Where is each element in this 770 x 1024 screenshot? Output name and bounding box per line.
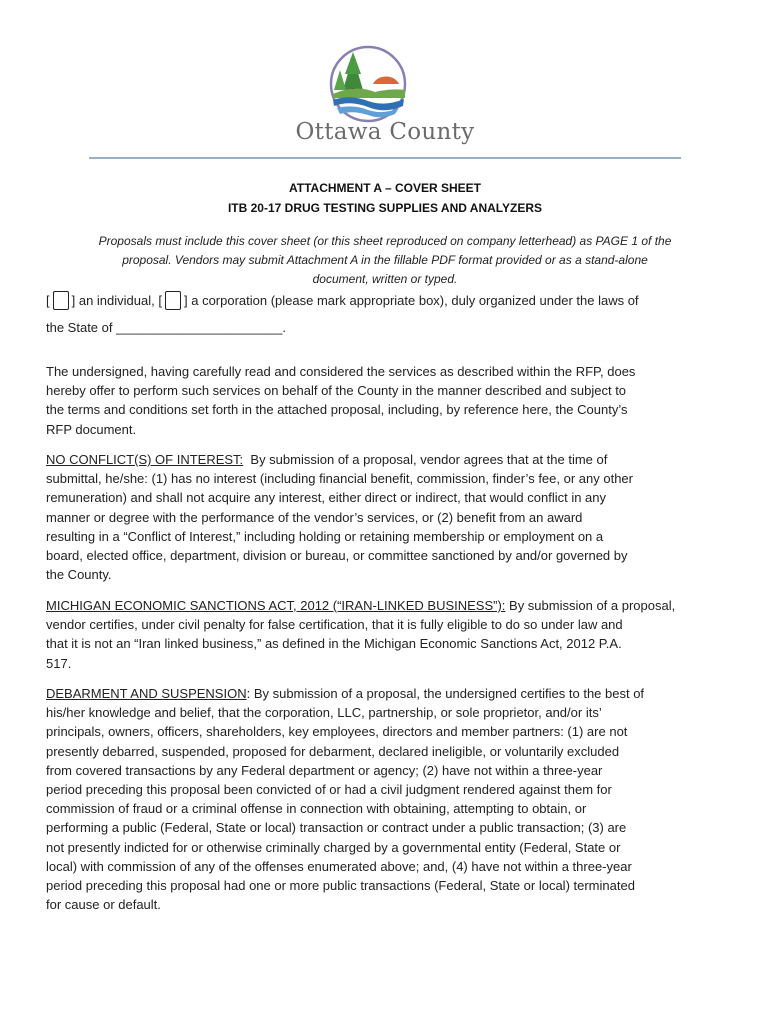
instructions	[55, 232, 715, 289]
paragraph-line: period preceding this proposal been convicted of or had a civil judgment rendered against them for	[46, 782, 612, 798]
bracket-open: [	[46, 293, 50, 308]
paragraph-line: for cause or default.	[46, 897, 161, 913]
paragraph-line	[46, 450, 736, 469]
bracket-open: [	[158, 293, 162, 308]
document-subtitle: ITB 20-17 DRUG TESTING SUPPLIES AND ANALYZERS	[227, 201, 543, 215]
paragraph-line: the County.	[46, 567, 112, 583]
conflict-of-interest-paragraph	[46, 450, 736, 584]
paragraph-text: : By submission of a proposal, the undersigned certifies to the best of	[246, 686, 645, 701]
paragraph-line	[46, 684, 736, 703]
sanctions-heading: MICHIGAN ECONOMIC SANCTIONS ACT, 2012 (“IRAN-LINKED BUSINESS”):	[46, 598, 506, 613]
instructions-line: proposal. Vendors may submit Attachment A in the fillable PDF format provided or as a stand-alone	[122, 253, 648, 267]
paragraph-line: not presently indicted for or otherwise criminally charged by a governmental entity (Federal, State or	[46, 839, 621, 855]
state-field-line: the State of _______________________.	[46, 320, 287, 335]
paragraph-line: commission of fraud or a criminal offense in connection with obtaining, attempting to obtain, or	[46, 801, 587, 817]
document-title: ATTACHMENT A – COVER SHEET	[288, 181, 481, 195]
paragraph-line: that it is not an “Iran linked business,” as defined in the Michigan Economic Sanctions Act, 2012 P.A.	[46, 636, 622, 652]
individual-checkbox[interactable]	[53, 291, 69, 310]
paragraph-line: presently debarred, suspended, proposed for debarment, declared ineligible, or voluntarily excluded	[46, 743, 620, 759]
instructions-line: document, written or typed.	[312, 272, 458, 286]
paragraph-line: the terms and conditions set forth in the attached proposal, including, by reference here, the County’s	[46, 402, 628, 418]
paragraph-line: period preceding this proposal had one or more public transactions (Federal, State or local) terminated	[46, 878, 635, 894]
conflict-heading: NO CONFLICT(S) OF INTEREST:	[46, 452, 244, 467]
offer-paragraph	[46, 362, 736, 439]
paragraph-line: RFP document.	[46, 421, 137, 437]
paragraph-line: 517.	[46, 655, 72, 671]
sanctions-act-paragraph	[46, 596, 736, 673]
debarment-heading: DEBARMENT AND SUSPENSION	[46, 686, 247, 701]
instructions-line: Proposals must include this cover sheet (or this sheet reproduced on company letterhead) as PAGE 1 of the	[98, 234, 672, 248]
paragraph-line: hereby offer to perform such services on behalf of the County in the manner described and subject to	[46, 383, 627, 399]
paragraph-line: The undersigned, having carefully read and considered the services as described within the RFP, does	[46, 364, 636, 379]
paragraph-line: submittal, he/she: (1) has no interest (including financial benefit, commission, finder’s fee, or any other	[46, 471, 633, 487]
debarment-paragraph	[46, 684, 736, 914]
corporation-label: ] a corporation (please mark appropriate box), duly organized under the laws of	[184, 293, 639, 308]
header-divider	[89, 157, 681, 159]
paragraph-text: By submission of a proposal, vendor agrees that at the time of	[243, 452, 608, 467]
paragraph-line: performing a public (Federal, State or local) transaction or contract under a public transaction; (3) are	[46, 820, 627, 836]
paragraph-line: his/her knowledge and belief, that the corporation, LLC, partnership, or sole proprietor, and/or its’	[46, 705, 602, 721]
paragraph-line: vendor certifies, under civil penalty for false certification, that it is fully eligible to do so under law and	[46, 617, 623, 633]
paragraph-text: By submission of a proposal,	[505, 598, 676, 613]
paragraph-line: board, elected office, department, division or bureau, or committee sanctioned by and/or governed by	[46, 548, 628, 564]
entity-type-line	[46, 291, 736, 310]
paragraph-line: from covered transactions by any Federal department or agency; (2) have not within a three-year	[46, 762, 603, 778]
corporation-checkbox[interactable]	[165, 291, 181, 310]
paragraph-line: manner or degree with the performance of the vendor’s services, or (2) benefit from an award	[46, 509, 583, 525]
ottawa-county-logo-icon	[325, 44, 411, 124]
paragraph-line: local) with commission of any of the offenses enumerated above; and, (4) have not within a three-year	[46, 858, 632, 874]
paragraph-line	[46, 596, 736, 615]
logo-text: Ottawa County	[295, 119, 475, 145]
paragraph-line: remuneration) and shall not acquire any interest, either direct or indirect, that would conflict in any	[46, 490, 607, 506]
paragraph-line: resulting in a “Conflict of Interest,” including holding or retaining membership or employment on a	[46, 528, 604, 544]
individual-label: ] an individual,	[71, 293, 155, 308]
paragraph-line: principals, owners, officers, shareholders, key employees, directors and member partners: (1) are not	[46, 724, 628, 740]
